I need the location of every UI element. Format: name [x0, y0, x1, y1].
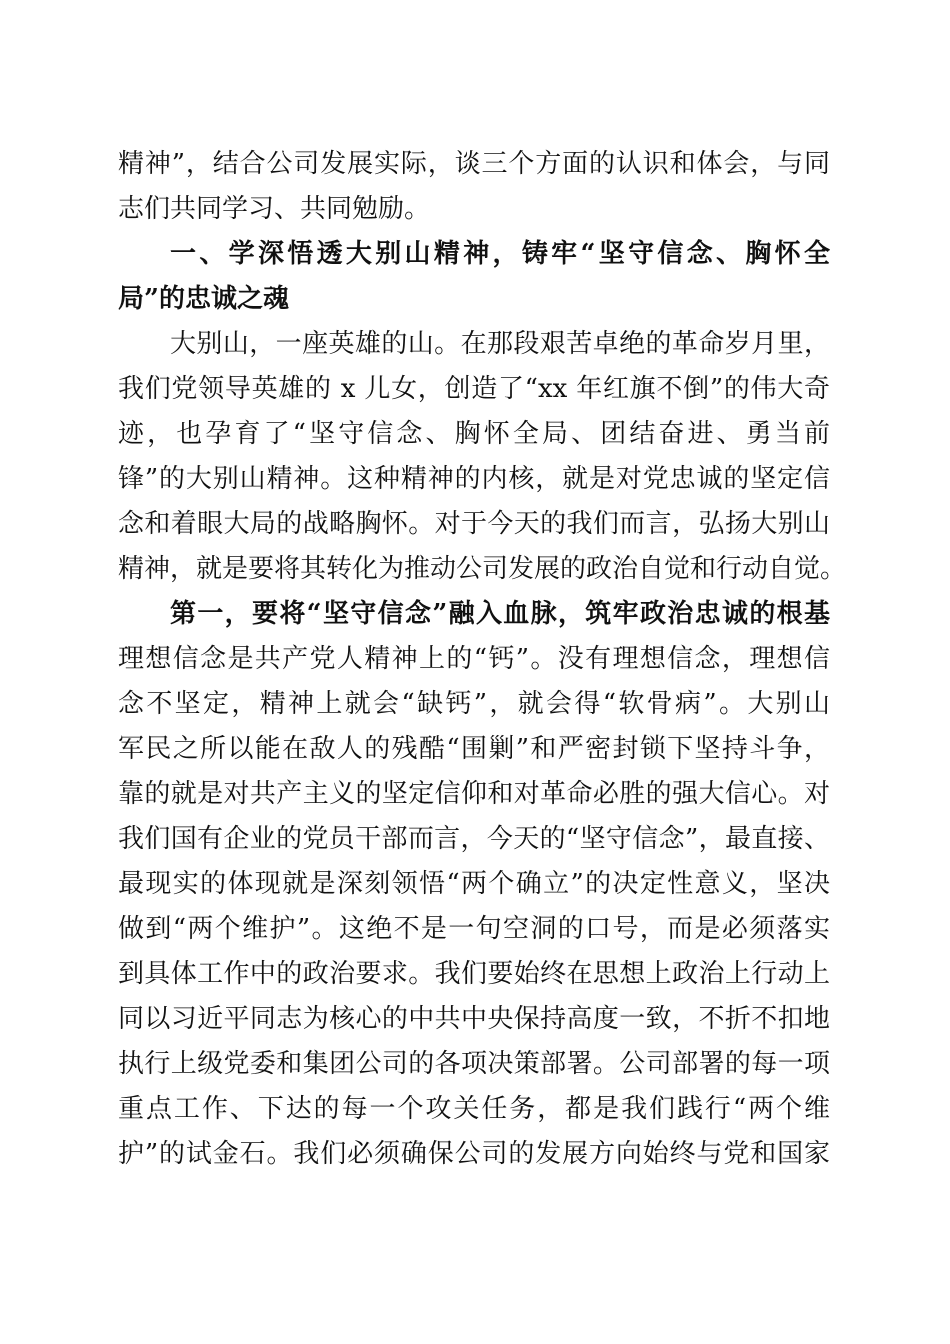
paragraph-line: 锋”的大别山精神。这种精神的内核，就是对党忠诚的坚定信 [118, 464, 830, 494]
paragraph-line: 理想信念是共产党人精神上的“钙”。没有理想信念，理想信 [118, 644, 830, 674]
paragraph-line: 迹，也孕育了“坚守信念、胸怀全局、团结奋进、勇当前 [118, 419, 830, 449]
paragraph-line: 大别山，一座英雄的山。在那段艰苦卓绝的革命岁月里， [170, 329, 830, 359]
paragraph-line: 最现实的体现就是深刻领悟“两个确立”的决定性意义，坚决 [118, 869, 830, 899]
section-heading-line: 局”的忠诚之魂 [118, 284, 289, 314]
paragraph-line: 我们党领导英雄的 x 儿女，创造了“xx 年红旗不倒”的伟大奇 [118, 374, 830, 404]
paragraph-line: 我们国有企业的党员干部而言，今天的“坚守信念”，最直接、 [118, 824, 830, 854]
section-heading-line: 一、学深悟透大别山精神，铸牢“坚守信念、胸怀全 [170, 239, 830, 269]
paragraph-line: 靠的就是对共产主义的坚定信仰和对革命必胜的强大信心。对 [118, 779, 830, 809]
paragraph-line: 到具体工作中的政治要求。我们要始终在思想上政治上行动上 [118, 959, 830, 989]
paragraph-line: 精神，就是要将其转化为推动公司发展的政治自觉和行动自觉。 [118, 554, 847, 584]
paragraph-line: 重点工作、下达的每一个攻关任务，都是我们践行“两个维 [118, 1094, 830, 1124]
paragraph-line: 念不坚定，精神上就会“缺钙”，就会得“软骨病”。大别山 [118, 689, 830, 719]
paragraph-line: 同以习近平同志为核心的中共中央保持高度一致，不折不扣地 [118, 1004, 830, 1034]
paragraph-line: 军民之所以能在敌人的残酷“围剿”和严密封锁下坚持斗争， [118, 734, 830, 764]
paragraph-line: 念和着眼大局的战略胸怀。对于今天的我们而言，弘扬大别山 [118, 509, 830, 539]
paragraph-line: 志们共同学习、共同勉励。 [118, 194, 431, 224]
paragraph-line: 护”的试金石。我们必须确保公司的发展方向始终与党和国家 [118, 1139, 830, 1169]
paragraph-line: 做到“两个维护”。这绝不是一句空洞的口号，而是必须落实 [118, 914, 830, 944]
paragraph-line: 精神”，结合公司发展实际，谈三个方面的认识和体会，与同 [118, 149, 830, 179]
paragraph-line: 执行上级党委和集团公司的各项决策部署。公司部署的每一项 [118, 1049, 830, 1079]
subheading-line: 第一，要将“坚守信念”融入血脉，筑牢政治忠诚的根基 [170, 599, 830, 629]
